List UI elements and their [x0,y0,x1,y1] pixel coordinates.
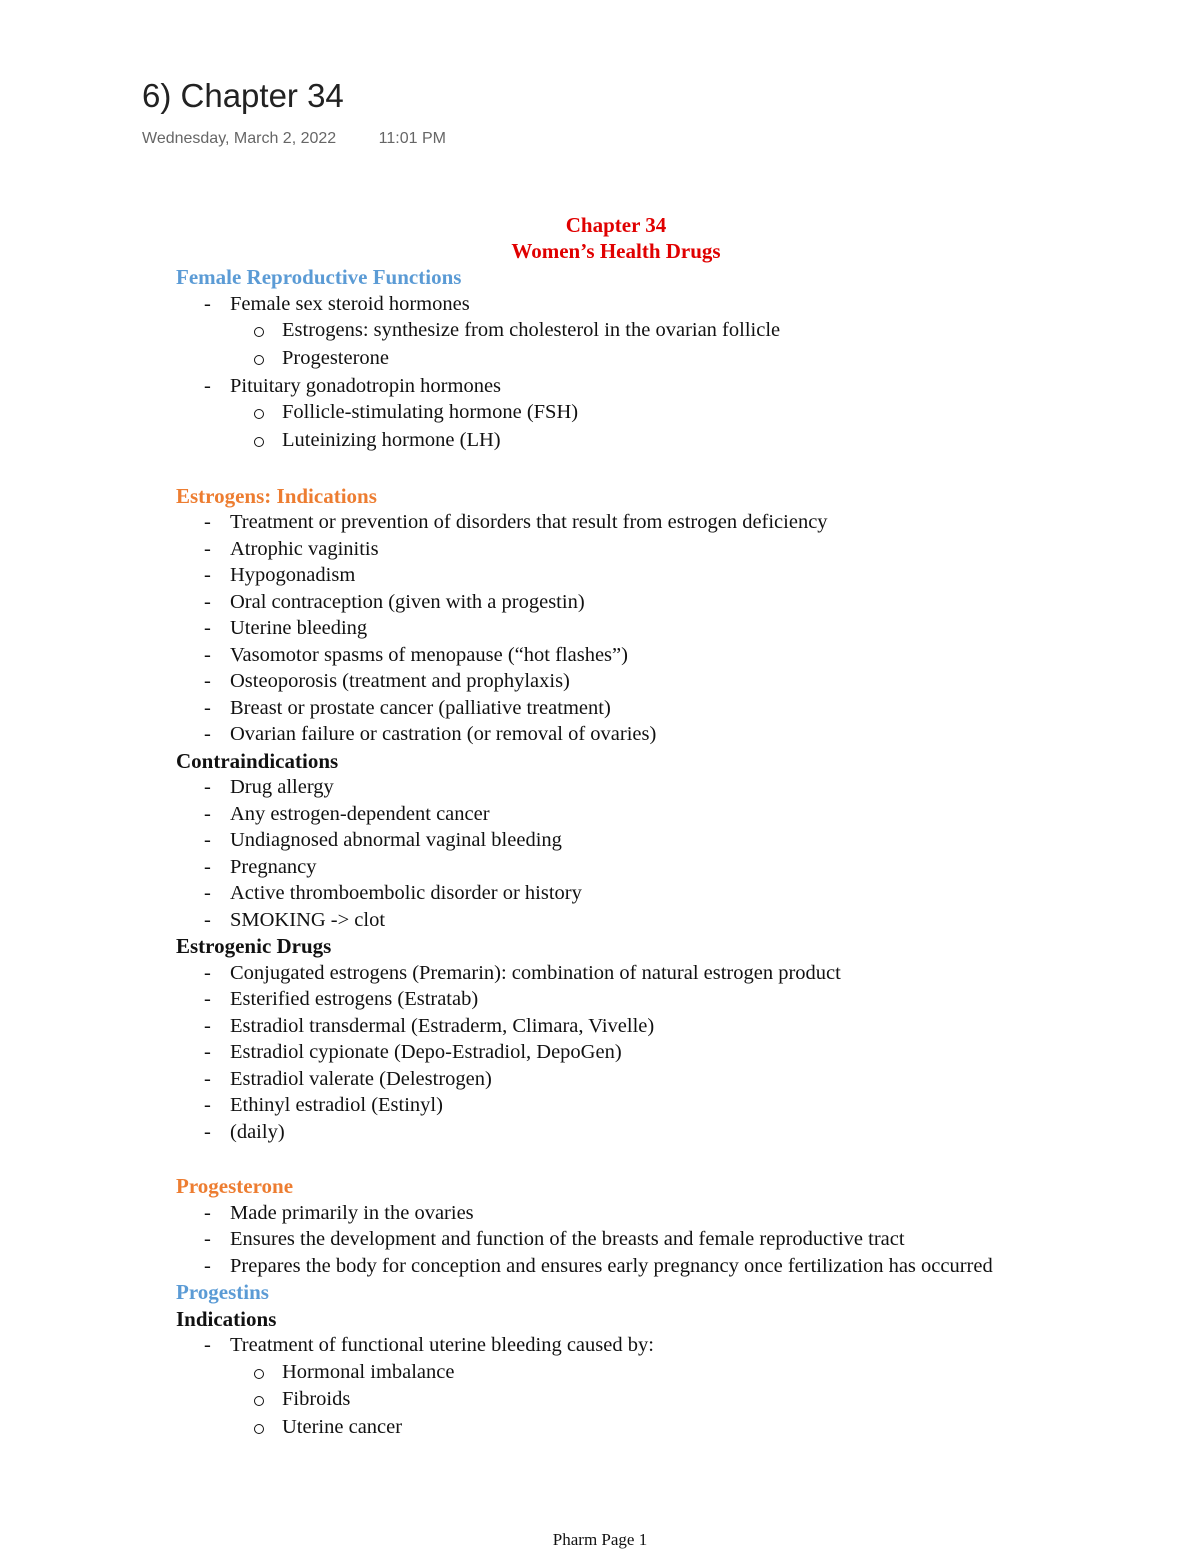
page-header [142,74,446,148]
section-heading-progesterone: Progesterone [176,1174,294,1199]
list-item: - Prepares the body for conception and ensures early pregnancy once fertilization has occurred [176,1253,1030,1280]
spacer [176,455,1076,483]
list-item: - Estradiol valerate (Delestrogen) [176,1066,1076,1093]
dash-bullet-icon: - [204,829,211,852]
list-item: Hormonal imbalance [176,1359,1076,1387]
page-title: 6) Chapter 34 [142,77,344,114]
circle-bullet-icon [254,409,264,419]
note-content [176,212,1076,1442]
list-item: - Atrophic vaginitis [176,536,1076,563]
list-item: Follicle-stimulating hormone (FSH) [176,399,1076,427]
dash-bullet-icon: - [204,1201,211,1224]
circle-bullet-icon [254,1396,264,1406]
list-item: - Estradiol transdermal (Estraderm, Climara, Vivelle) [176,1013,1076,1040]
list-item: - SMOKING -> clot [176,907,1076,934]
dash-bullet-icon: - [204,1254,211,1277]
female-repro-list [176,291,1076,318]
section-heading-estrogenic-drugs: Estrogenic Drugs [176,934,332,959]
dash-bullet-icon: - [204,617,211,640]
female-repro-list-2 [176,373,1076,400]
chapter-title: Chapter 34 [565,213,667,237]
section-heading-progestins: Progestins [176,1280,269,1305]
dash-bullet-icon: - [204,511,211,534]
section-heading-female-repro: Female Reproductive Functions [176,265,462,289]
list-item: - Vasomotor spasms of menopause (“hot flashes”) [176,642,1076,669]
dash-bullet-icon: - [204,670,211,693]
list-item: - Undiagnosed abnormal vaginal bleeding [176,827,1076,854]
circle-bullet-icon [254,437,264,447]
circle-bullet-icon [254,355,264,365]
list-item: - Drug allergy [176,774,1076,801]
dash-bullet-icon: - [204,988,211,1011]
list-item: - Breast or prostate cancer (palliative treatment) [176,695,1076,722]
progesterone-list [176,1200,1076,1280]
dash-bullet-icon: - [204,590,211,613]
estrogen-indications-list [176,509,1076,748]
chapter-subtitle: Women’s Health Drugs [511,239,721,263]
dash-bullet-icon: - [204,1334,211,1357]
subheading-progestin-indications: Indications [176,1306,277,1331]
dash-bullet-icon: - [204,1228,211,1251]
contraindications-list [176,774,1076,933]
page-footer: Pharm Page 1 [552,1530,648,1549]
list-item: Uterine cancer [176,1414,1076,1442]
list-item: - Active thromboembolic disorder or history [176,880,1076,907]
dash-bullet-icon: - [204,1014,211,1037]
dash-bullet-icon: - [204,723,211,746]
dash-bullet-icon: - [204,1120,211,1143]
list-item: Estrogens: synthesize from cholesterol in the ovarian follicle [176,317,1076,345]
dash-bullet-icon: - [204,855,211,878]
dash-bullet-icon: - [204,882,211,905]
dash-bullet-icon: - [204,1094,211,1117]
list-item: - Osteoporosis (treatment and prophylaxis) [176,668,1076,695]
list-item: Progesterone [176,345,1076,373]
list-item: - Hypogonadism [176,562,1076,589]
spacer [176,1145,1076,1173]
female-repro-sublist-2 [176,399,1076,455]
list-item: - Esterified estrogens (Estratab) [176,986,1076,1013]
page-date: Wednesday, March 2, 2022 [142,130,337,147]
list-item: - Treatment of functional uterine bleeding caused by: [176,1332,1076,1359]
list-item: - Treatment or prevention of disorders that result from estrogen deficiency [176,509,1076,536]
circle-bullet-icon [254,1369,264,1379]
circle-bullet-icon [254,327,264,337]
circle-bullet-icon [254,1424,264,1434]
dash-bullet-icon: - [204,696,211,719]
female-repro-sublist-1 [176,317,1076,373]
list-item: - Uterine bleeding [176,615,1076,642]
section-heading-contraindications: Contraindications [176,748,339,773]
page-meta [142,130,446,148]
dash-bullet-icon: - [204,908,211,931]
progestins-indications-list [176,1332,1076,1359]
list-item: Luteinizing hormone (LH) [176,427,1076,455]
page-time: 11:01 PM [378,130,446,147]
dash-bullet-icon: - [204,374,211,397]
list-item: - Made primarily in the ovaries [176,1200,1076,1227]
section-heading-estrogen-indications: Estrogens: Indications [176,483,377,508]
dash-bullet-icon: - [204,776,211,799]
dash-bullet-icon: - [204,1041,211,1064]
dash-bullet-icon: - [204,537,211,560]
list-item: - Conjugated estrogens (Premarin): combination of natural estrogen product [176,960,1076,987]
progestins-sublist [176,1359,1076,1442]
list-item: - Pregnancy [176,854,1076,881]
dash-bullet-icon: - [204,1067,211,1090]
list-item: - Estradiol cypionate (Depo-Estradiol, DepoGen) [176,1039,1076,1066]
list-item: - Any estrogen-dependent cancer [176,801,1076,828]
list-item: Fibroids [176,1386,1076,1414]
dash-bullet-icon: - [204,643,211,666]
list-item: - Ovarian failure or castration (or removal of ovaries) [176,721,1076,748]
list-item: - Ensures the development and function of the breasts and female reproductive tract [176,1226,1076,1253]
list-item: - (daily) [176,1119,1076,1146]
list-item: - Female sex steroid hormones [176,291,1076,318]
estrogenic-drugs-list [176,960,1076,1146]
dash-bullet-icon: - [204,564,211,587]
dash-bullet-icon: - [204,961,211,984]
list-item: - Oral contraception (given with a progestin) [176,589,1076,616]
list-item: - Ethinyl estradiol (Estinyl) [176,1092,1076,1119]
dash-bullet-icon: - [204,802,211,825]
dash-bullet-icon: - [204,292,211,315]
list-item: - Pituitary gonadotropin hormones [176,373,1076,400]
